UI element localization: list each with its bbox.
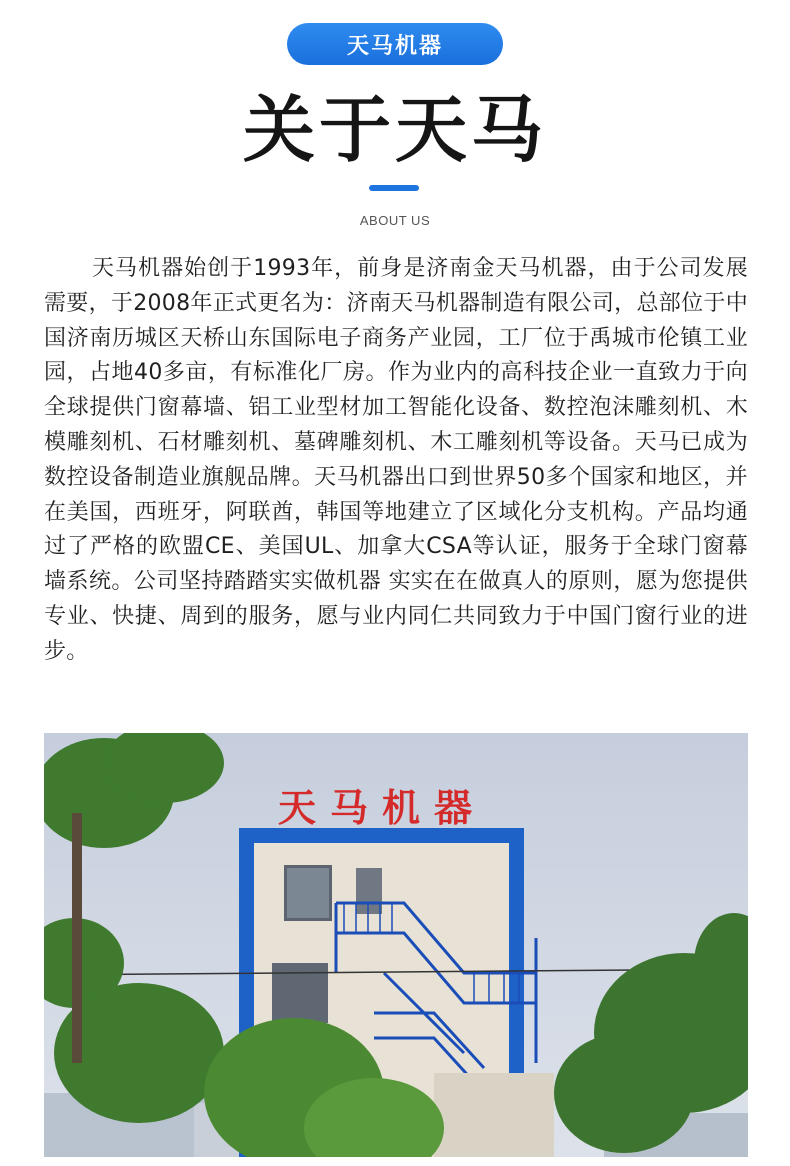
title-divider (369, 185, 419, 191)
page-title: 关于天马 (242, 88, 547, 172)
page-subtitle: ABOUT US (359, 213, 431, 228)
rooftop-sign: 天马机器 (277, 786, 487, 830)
brand-badge: 天马机器 (287, 23, 503, 65)
about-paragraph: 天马机器始创于1993年，前身是济南金天马机器，由于公司发展需要，于2008年正式更名为：济南天马机器制造有限公司，总部位于中国济南历城区天桥山东国际电子商务产业园，工厂位于禹城市伦镇工业园，占地40多亩，有标准化厂房。作为业内的高科技企业一直致力于向全球提供门窗幕墙、铝工业型材加工智能化设备、数控泡沫雕刻机、木模雕刻机、石材雕刻机、墓碑雕刻机、木工雕刻机等设备。天马已成为数控设备制造业旗舰品牌。天马机器出口到世界50多个国家和地区，并在美国，西班牙，阿联酋，韩国等地建立了区域化分支机构。产品均通过了严格的欧盟CE、美国UL、加拿大CSA等认证，服务于全球门窗幕墙系统。公司坚持踏踏实实做机器 实实在在做真人的原则，愿为您提供专业、快捷、周到的服务，愿与业内同仁共同致力于中国门窗行业的进步。 (44, 256, 748, 664)
company-building-photo (44, 733, 748, 1157)
